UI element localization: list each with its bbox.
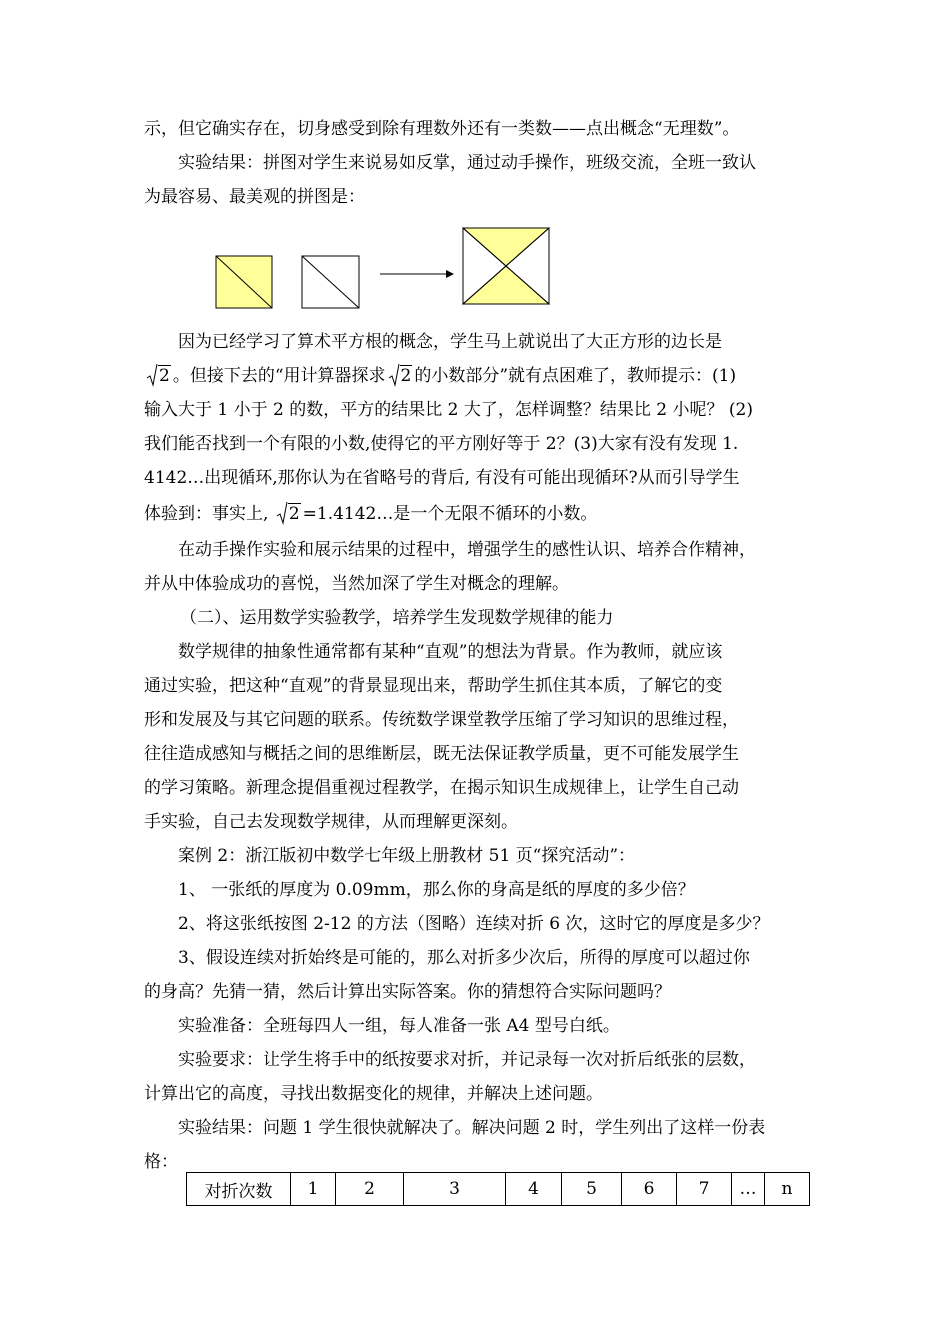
paragraph-line: 输入大于 1 小于 2 的数，平方的结果比 2 大了，怎样调整？结果比 2 小呢？ (2) xyxy=(144,400,753,420)
table-cell: 2 xyxy=(336,1173,404,1206)
paragraph-line: 为最容易、最美观的拼图是： xyxy=(144,187,365,207)
paragraph-line: 在动手操作实验和展示结果的过程中，增强学生的感性认识、培养合作精神， xyxy=(178,540,756,560)
paragraph-line: 格： xyxy=(144,1152,178,1172)
table-cell: 3 xyxy=(404,1173,506,1206)
list-item: 3、假设连续对折始终是可能的，那么对折多少次后，所得的厚度可以超过你 xyxy=(178,948,750,968)
section-heading: （二）、运用数学实验教学，培养学生发现数学规律的能力 xyxy=(180,608,614,628)
paragraph-line: 往往造成感知与概括之间的思维断层，既无法保证教学质量，更不可能发展学生 xyxy=(144,744,739,764)
sqrt-symbol: 2 xyxy=(146,364,171,388)
table-cell: 6 xyxy=(622,1173,677,1206)
table-header-cell: 对折次数 xyxy=(187,1173,291,1206)
paragraph-line: 计算出它的高度，寻找出数据变化的规律，并解决上述问题。 xyxy=(144,1084,603,1104)
table-cell: 7 xyxy=(677,1173,732,1206)
arrow-head-icon xyxy=(446,270,454,278)
paragraph-line: 数学规律的抽象性通常都有某种“直观”的想法为背景。作为教师，就应该 xyxy=(178,642,723,662)
list-item: 2、将这张纸按图 2-12 的方法（图略）连续对折 6 次，这时它的厚度是多少？ xyxy=(178,914,770,934)
paragraph-line: 手实验，自己去发现数学规律，从而理解更深刻。 xyxy=(144,812,518,832)
fold-count-table xyxy=(186,1172,810,1206)
paragraph-line: 因为已经学习了算术平方根的概念，学生马上就说出了大正方形的边长是 xyxy=(178,332,722,352)
paragraph-line: 体验到：事实上, 2 =1.4142…是一个无限不循环的小数。 xyxy=(144,504,598,524)
paragraph-line: 实验要求：让学生将手中的纸按要求对折，并记录每一次对折后纸张的层数， xyxy=(178,1050,756,1070)
table-cell: n xyxy=(765,1173,810,1206)
table-cell: 4 xyxy=(506,1173,562,1206)
paragraph-line: 实验准备：全班每四人一组，每人准备一张 A4 型号白纸。 xyxy=(178,1016,620,1036)
paragraph-line: 2 。但接下去的“用计算器探求 2 的小数部分”就有点困难了，教师提示：(1) xyxy=(144,364,819,388)
paragraph-line: 示，但它确实存在，切身感受到除有理数外还有一类数——点出概念“无理数”。 xyxy=(144,119,740,139)
paragraph-line: 案例 2：浙江版初中数学七年级上册教材 51 页“探究活动”： xyxy=(178,846,636,866)
table-cell: 1 xyxy=(291,1173,336,1206)
list-item: 1、 一张纸的厚度为 0.09mm，那么你的身高是纸的厚度的多少倍？ xyxy=(178,880,695,900)
sqrt-symbol: 2 xyxy=(276,502,301,526)
paragraph-line: 的学习策略。新理念提倡重视过程教学，在揭示知识生成规律上，让学生自己动 xyxy=(144,778,739,798)
paragraph-line: 实验结果：拼图对学生来说易如反掌，通过动手操作，班级交流，全班一致认 xyxy=(178,153,756,173)
paragraph-line: 4142…出现循环,那你认为在省略号的背后, 有没有可能出现循环?从而引导学生 xyxy=(144,468,740,488)
table-cell: 5 xyxy=(562,1173,622,1206)
table-cell: … xyxy=(732,1173,765,1206)
paragraph-line: 通过实验，把这种“直观”的背景显现出来，帮助学生抓住其本质，了解它的变 xyxy=(144,676,723,696)
sqrt-symbol: 2 xyxy=(388,364,413,388)
table-row xyxy=(187,1173,810,1206)
paragraph-line: 并从中体验成功的喜悦，当然加深了学生对概念的理解。 xyxy=(144,574,569,594)
paragraph-line: 我们能否找到一个有限的小数,使得它的平方刚好等于 2？(3)大家有没有发现 1. xyxy=(144,434,739,454)
paragraph-line: 形和发展及与其它问题的联系。传统数学课堂教学压缩了学习知识的思维过程， xyxy=(144,710,739,730)
paragraph-line: 实验结果：问题 1 学生很快就解决了。解决问题 2 时，学生列出了这样一份表 xyxy=(178,1118,766,1138)
paragraph-line: 的身高？先猜一猜，然后计算出实际答案。你的猜想符合实际问题吗？ xyxy=(144,982,671,1002)
